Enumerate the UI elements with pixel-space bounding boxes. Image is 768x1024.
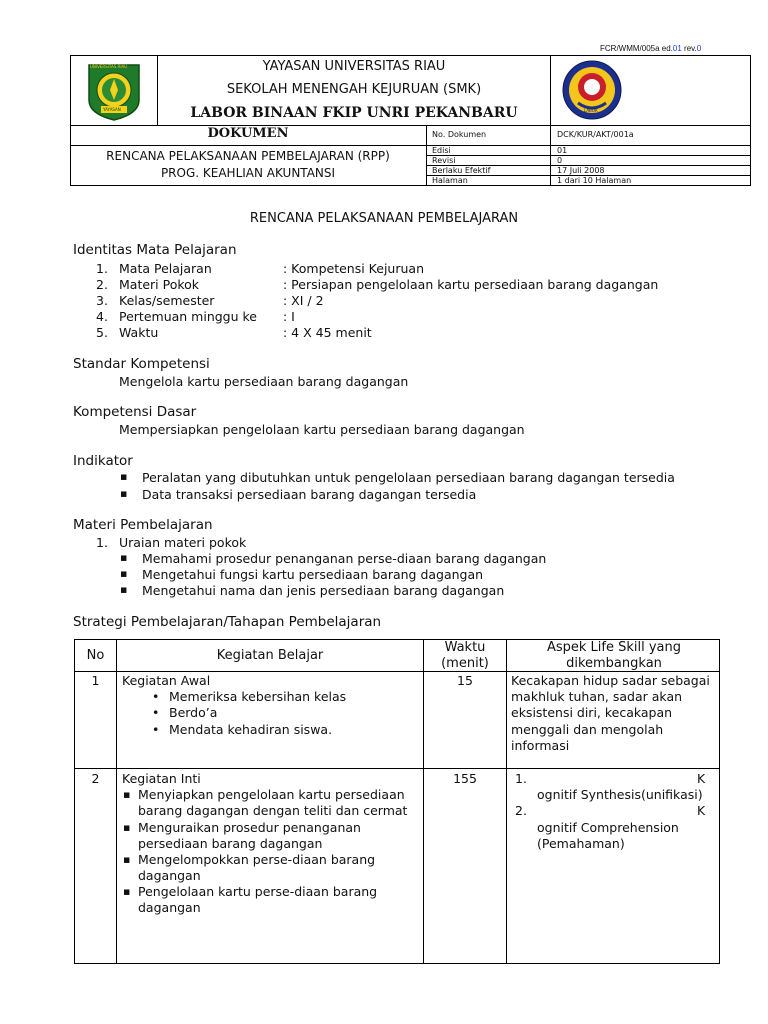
aspek-text: Kecakapan hidup sadar sebagai bbox=[511, 673, 710, 688]
kegiatan-item-cont: dagangan bbox=[138, 900, 201, 915]
document-header bbox=[70, 55, 750, 186]
materi-item: ▪ Memahami prosedur penanganan perse-diaan barang dagangan bbox=[142, 551, 546, 566]
identitas-value: : Kompetensi Kejuruan bbox=[283, 261, 424, 276]
header-waktu: Waktu bbox=[444, 640, 486, 655]
standar-text: Mengelola kartu persediaan barang dagangan bbox=[119, 374, 409, 389]
kegiatan-item: ▪ Menguraikan prosedur penanganan bbox=[138, 820, 361, 836]
list-number: 3. bbox=[96, 293, 108, 308]
identitas-label: Pertemuan minggu ke bbox=[119, 309, 257, 324]
section-heading-standar: Standar Kompetensi bbox=[73, 356, 210, 372]
aspek-text: ognitif Comprehension bbox=[537, 820, 679, 835]
identitas-label: Mata Pelajaran bbox=[119, 261, 212, 276]
meta-value: 0 bbox=[557, 156, 563, 165]
program-title: PROG. KEAHLIAN AKUNTANSI bbox=[160, 166, 336, 180]
kegiatan-item: ▪ Menyiapkan pengelolaan kartu persediaan bbox=[138, 787, 405, 803]
kegiatan-item: ▪ Mengelompokkan perse-diaan barang bbox=[138, 852, 375, 868]
materi-item: ▪ Mengetahui nama dan jenis persediaan barang dagangan bbox=[142, 583, 504, 598]
universitas-riau-logo bbox=[79, 62, 149, 122]
header-aspek: Aspek Life Skill yang bbox=[546, 640, 682, 655]
kegiatan-item-cont: persediaan barang dagangan bbox=[138, 836, 323, 851]
identitas-value: : 4 X 45 menit bbox=[283, 325, 372, 340]
identitas-label: Kelas/semester bbox=[119, 293, 215, 308]
kegiatan-item-cont: barang dagangan dengan teliti dan cermat bbox=[138, 803, 408, 818]
dasar-text: Mempersiapkan pengelolaan kartu persediaan barang dagangan bbox=[119, 422, 525, 437]
kegiatan-item: ▪ Pengelolaan kartu perse-diaan barang bbox=[138, 884, 377, 900]
meta-label: Edisi bbox=[432, 146, 451, 155]
kegiatan-item: • Mendata kehadiran siswa. bbox=[169, 722, 332, 738]
meta-value: 17 Juli 2008 bbox=[557, 166, 605, 175]
meta-value: 1 dari 10 Halaman bbox=[557, 176, 632, 185]
aspek-text: informasi bbox=[511, 738, 570, 753]
list-number: 5. bbox=[96, 325, 108, 340]
identitas-label: Materi Pokok bbox=[119, 277, 200, 292]
aspek-text: (Pemahaman) bbox=[537, 836, 625, 851]
aspek-text: makhluk tuhan, sadar akan bbox=[511, 689, 683, 704]
header-no: No bbox=[86, 648, 105, 663]
kegiatan-item-cont: dagangan bbox=[138, 868, 201, 883]
form-code: FCR/WMM/005a ed.01 rev.0 bbox=[600, 44, 702, 53]
aspek-text: eksistensi diri, kecakapan bbox=[511, 705, 673, 720]
school-name: SEKOLAH MENENGAH KEJURUAN (SMK) bbox=[226, 82, 482, 97]
identitas-value: : I bbox=[283, 309, 295, 324]
meta-value: 01 bbox=[557, 146, 568, 155]
section-heading-materi: Materi Pembelajaran bbox=[73, 517, 213, 533]
header-kegiatan: Kegiatan Belajar bbox=[216, 648, 324, 663]
meta-label: No. Dokumen bbox=[432, 130, 487, 139]
identitas-value: : Persiapan pengelolaan kartu persediaan barang dagangan bbox=[283, 277, 659, 292]
list-number: 4. bbox=[96, 309, 108, 324]
foundation-name: YAYASAN UNIVERSITAS RIAU bbox=[262, 59, 446, 74]
header-aspek-line2: dikembangkan bbox=[566, 656, 662, 671]
kegiatan-title: Kegiatan Awal bbox=[122, 673, 211, 688]
meta-label: Berlaku Efektif bbox=[432, 166, 491, 175]
section-heading-identitas: Identitas Mata Pelajaran bbox=[73, 242, 237, 258]
dokumen-label: DOKUMEN bbox=[207, 126, 289, 141]
kegiatan-title: Kegiatan Inti bbox=[122, 771, 201, 786]
aspek-number: 1. bbox=[515, 771, 527, 786]
materi-item: ▪ Mengetahui fungsi kartu persediaan barang dagangan bbox=[142, 567, 483, 582]
identitas-value: : XI / 2 bbox=[283, 293, 324, 308]
list-number: 1. bbox=[96, 261, 108, 276]
aspek-initial: K bbox=[697, 803, 706, 818]
materi-subheading: Uraian materi pokok bbox=[119, 535, 247, 550]
aspek-text: menggali dan mengolah bbox=[511, 722, 664, 737]
waktu-value: 155 bbox=[453, 771, 477, 786]
identitas-label: Waktu bbox=[119, 325, 159, 340]
labor-logo-caption: LABOR bbox=[584, 108, 598, 113]
logo-caption: UNIVERSITAS RIAU bbox=[90, 64, 128, 69]
section-heading-indikator: Indikator bbox=[73, 453, 133, 469]
lab-name: LABOR BINAAN FKIP UNRI PEKANBARU bbox=[190, 105, 518, 121]
meta-label: Revisi bbox=[432, 156, 456, 165]
row-number: 1 bbox=[91, 673, 100, 688]
waktu-value: 15 bbox=[457, 673, 473, 688]
meta-value: DCK/KUR/AKT/001a bbox=[557, 130, 634, 139]
indikator-item: ▪ Data transaksi persediaan barang dagangan tersedia bbox=[142, 487, 476, 502]
section-heading-dasar: Kompetensi Dasar bbox=[73, 404, 197, 420]
kegiatan-item: • Berdo’a bbox=[169, 705, 217, 721]
list-number: 2. bbox=[96, 277, 108, 292]
indikator-item: ▪ Peralatan yang dibutuhkan untuk pengelolaan persediaan barang dagangan tersedia bbox=[142, 470, 675, 485]
aspek-initial: K bbox=[697, 771, 706, 786]
logo-caption-bottom: YAYASAN bbox=[103, 107, 121, 112]
learning-steps-table bbox=[74, 639, 720, 964]
meta-label: Halaman bbox=[432, 176, 468, 185]
document-title: RENCANA PELAKSANAAN PEMBELAJARAN bbox=[249, 211, 519, 226]
kegiatan-item: • Memeriksa kebersihan kelas bbox=[169, 689, 346, 705]
rpp-title: RENCANA PELAKSANAAN PEMBELAJARAN (RPP) bbox=[106, 149, 390, 163]
row-number: 2 bbox=[91, 771, 100, 786]
aspek-number: 2. bbox=[515, 803, 527, 818]
aspek-text: ognitif Synthesis(unifikasi) bbox=[537, 787, 703, 802]
list-number: 1. bbox=[96, 535, 108, 550]
header-waktu-unit: (menit) bbox=[441, 656, 489, 671]
section-heading-strategi: Strategi Pembelajaran/Tahapan Pembelajaran bbox=[73, 614, 382, 630]
